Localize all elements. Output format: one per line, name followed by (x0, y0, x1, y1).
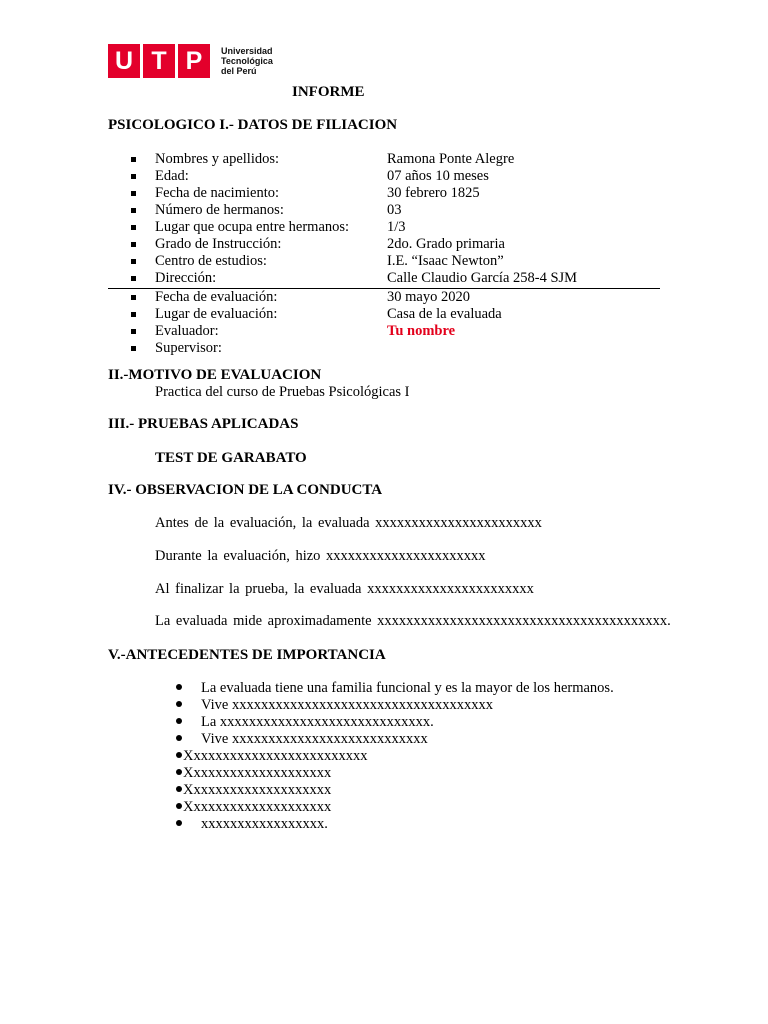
filiacion-label: Número de hermanos: (155, 202, 284, 218)
motivo-text: Practica del curso de Pruebas Psicológicas I (155, 384, 410, 400)
bullet-dot-icon (176, 769, 182, 775)
bullet-dot-icon (176, 786, 182, 792)
bullet-dot-icon (176, 684, 182, 690)
observation-line: La evaluada mide aproximadamente xxxxxxxxxxxxxxxxxxxxxxxxxxxxxxxxxxxxxxxx. (155, 613, 671, 629)
section-1-heading: PSICOLOGICO I.- DATOS DE FILIACION (108, 117, 398, 133)
utp-logo (108, 44, 273, 78)
filiacion-label: Grado de Instrucción: (155, 236, 282, 252)
section-3-heading: III.- PRUEBAS APLICADAS (108, 416, 299, 432)
list-item-text: xxxxxxxxxxxxxxxxx. (201, 816, 328, 832)
filiacion-label: Dirección: (155, 270, 217, 286)
filiacion-value: 30 febrero 1825 (387, 185, 480, 201)
list-item-text: Vive xxxxxxxxxxxxxxxxxxxxxxxxxxxxxxxxxxxx (201, 697, 493, 713)
filiacion-value: 2do. Grado primaria (387, 236, 505, 252)
filiacion-label: Supervisor: (155, 340, 222, 356)
bullet-dot-icon (176, 820, 182, 826)
filiacion-value: 07 años 10 meses (387, 168, 489, 184)
observation-line: Antes de la evaluación, la evaluada xxxxxxxxxxxxxxxxxxxxxxx (155, 515, 542, 531)
list-item-text: Xxxxxxxxxxxxxxxxxxxx (183, 782, 332, 798)
bullet-dot-icon (176, 718, 182, 724)
list-item (176, 782, 331, 799)
logo-letter-u: U (108, 44, 140, 78)
bullet-dot-icon (176, 752, 182, 758)
filiacion-label: Centro de estudios: (155, 253, 267, 269)
list-item (176, 816, 328, 833)
section-5-heading: V.-ANTECEDENTES DE IMPORTANCIA (108, 647, 386, 663)
filiacion-value: 03 (387, 202, 402, 218)
section-2-heading: II.-MOTIVO DE EVALUACION (108, 367, 322, 383)
list-item (176, 714, 434, 731)
filiacion-label: Fecha de nacimiento: (155, 185, 280, 201)
logo-line-2: Tecnológica (221, 56, 273, 66)
filiacion-label: Fecha de evaluación: (155, 289, 278, 305)
list-item (176, 799, 331, 816)
logo-wordmark (221, 46, 273, 76)
document-title: INFORME (292, 84, 365, 100)
filiacion-value: I.E. “Isaac Newton” (387, 253, 504, 269)
list-item-text: La evaluada tiene una familia funcional y es la mayor de los hermanos. (201, 680, 614, 696)
evaluator-name: Tu nombre (387, 323, 456, 339)
logo-line-1: Universidad (221, 46, 273, 56)
test-name: TEST DE GARABATO (155, 450, 307, 466)
logo-line-3: del Perú (221, 66, 257, 76)
filiacion-value: 1/3 (387, 219, 406, 235)
list-item-text: Xxxxxxxxxxxxxxxxxxxx (183, 799, 332, 815)
filiacion-label: Lugar de evaluación: (155, 306, 278, 322)
observation-line: Al finalizar la prueba, la evaluada xxxxxxxxxxxxxxxxxxxxxxx (155, 581, 534, 597)
list-item-text: Xxxxxxxxxxxxxxxxxxxx (183, 765, 332, 781)
filiacion-label: Edad: (155, 168, 189, 184)
list-item (176, 731, 428, 748)
filiacion-label: Nombres y apellidos: (155, 151, 280, 167)
bullet-dot-icon (176, 701, 182, 707)
logo-letter-t: T (143, 44, 175, 78)
filiacion-value: Calle Claudio García 258-4 SJM (387, 270, 578, 286)
list-item (176, 680, 614, 697)
bullet-dot-icon (176, 803, 182, 809)
list-item-text: Vive xxxxxxxxxxxxxxxxxxxxxxxxxxx (201, 731, 428, 747)
logo-letter-p: P (178, 44, 210, 78)
filiacion-value: 30 mayo 2020 (387, 289, 470, 305)
section-4-heading: IV.- OBSERVACION DE LA CONDUCTA (108, 482, 383, 498)
filiacion-label: Evaluador: (155, 323, 219, 339)
bullet-dot-icon (176, 735, 182, 741)
filiacion-label: Lugar que ocupa entre hermanos: (155, 219, 350, 235)
filiacion-value: Casa de la evaluada (387, 306, 502, 322)
observation-line: Durante la evaluación, hizo xxxxxxxxxxxxxxxxxxxxxx (155, 548, 486, 564)
list-item-text: La xxxxxxxxxxxxxxxxxxxxxxxxxxxxx. (201, 714, 434, 730)
list-item-text: Xxxxxxxxxxxxxxxxxxxxxxxxx (183, 748, 368, 764)
list-item (176, 748, 367, 765)
filiacion-value: Ramona Ponte Alegre (387, 151, 515, 167)
list-item (176, 765, 331, 782)
list-item (176, 697, 493, 714)
